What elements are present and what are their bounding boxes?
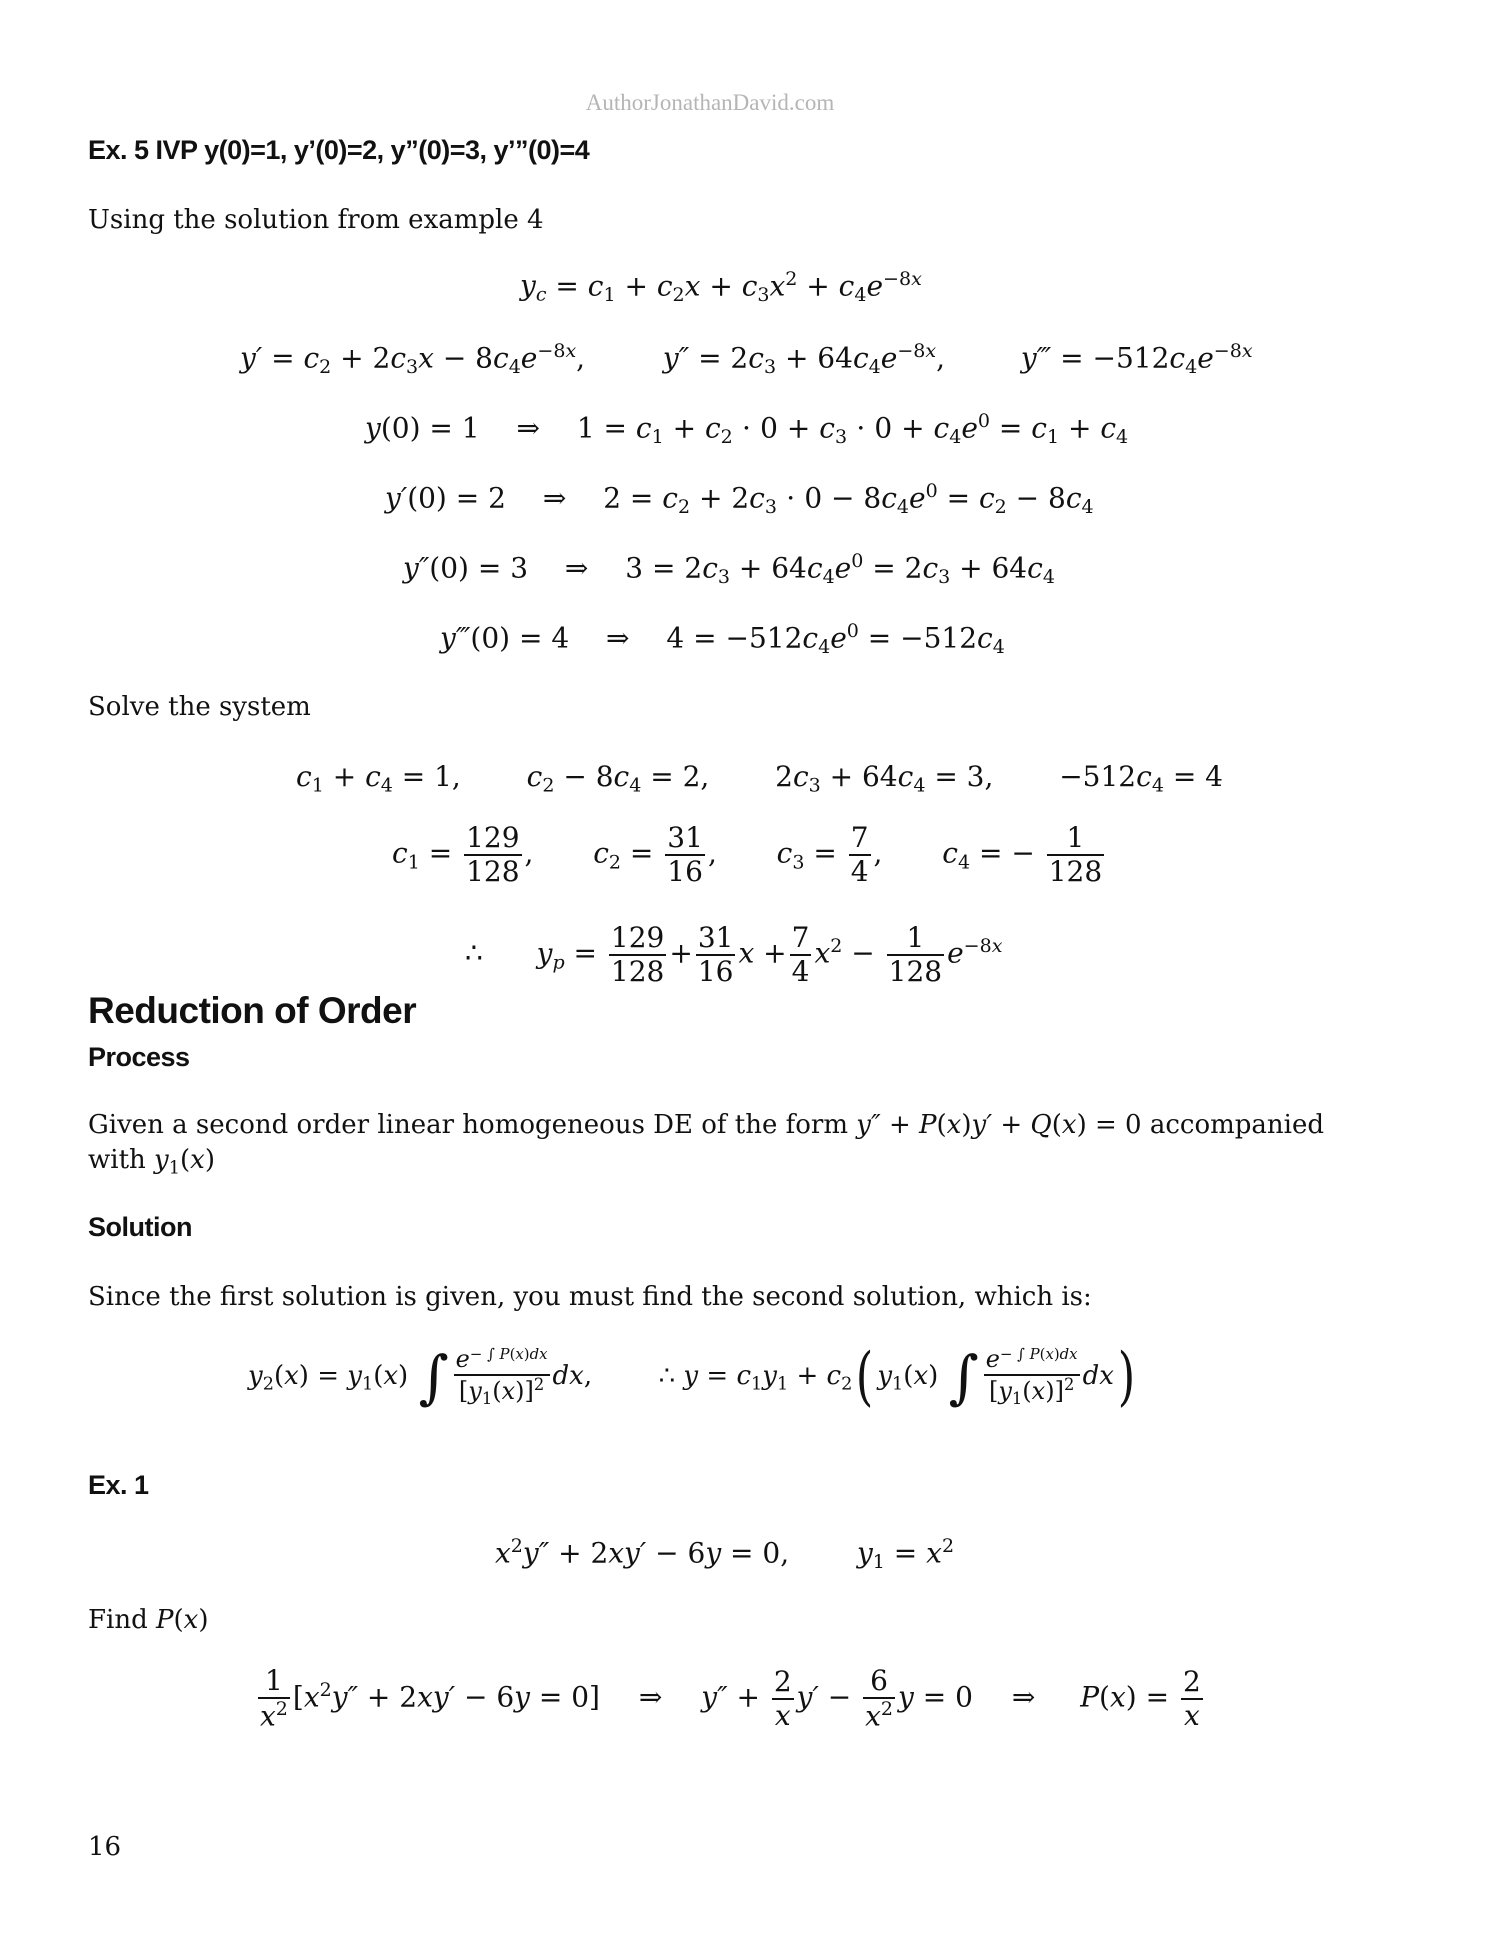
find-p-derivation: $\frac{1}{x^2}$ $[x^2y'' + 2xy' - 6y = 0]$ ⇒ y″ + $\frac{2}{x}$ y′ − $\frac{6}{x^2}$ y = 0 ⇒ P(x) = $\frac{2}{x}$ (260, 1664, 1201, 1733)
condition-y2-equation: y″(0) = 3 ⇒ $3 = 2c_3 + 64c_4e^0 = 2c_3 + 64c_4$ (403, 550, 1055, 589)
general-form-equation: y″ + P(x)y′ + Q(x) = 0 (856, 1110, 1142, 1140)
condition-y1-equation: y′(0) = 2 ⇒ $2 = c_2 + 2c_3 \cdot 0 - 8c_4e^0 = c_2 - 8c_4$ (385, 480, 1094, 519)
given-text-3: with (88, 1145, 146, 1175)
given-text-1: Given a second order linear homogeneous DE of the form (88, 1110, 849, 1140)
condition-y3-equation: y‴(0) = 4 ⇒ $4 = -512c_4e^0 = -512c_4$ (440, 620, 1005, 659)
y1-term: $y_1(x)$ (154, 1145, 215, 1179)
find-label: Find (88, 1605, 148, 1635)
p-of-x-term: P(x) (156, 1605, 209, 1635)
given-paragraph (88, 1110, 1348, 1140)
example-1-equation: $x^2y'' + 2xy' - 6y = 0$, $y_1 = x^2$ (495, 1535, 955, 1574)
page-number: 16 (88, 1832, 122, 1862)
example-5-intro: Using the solution from example 4 (88, 205, 544, 235)
process-heading: Process (88, 1042, 190, 1072)
example-1-heading: Ex. 1 (88, 1470, 149, 1500)
derivatives-equation: $y' = c_2 + 2c_3x - 8c_4e^{-8x}$, $y'' = 2c_3 + 64c_4e^{-8x}$, y‴ = $-512c_4e^{-8x}$ (240, 340, 1253, 379)
given-paragraph-line-2 (88, 1145, 215, 1178)
reduction-of-order-heading: Reduction of Order (88, 990, 417, 1031)
example-5-heading: Ex. 5 IVP y(0)=1, y’(0)=2, y”(0)=3, y’”(0)=4 (88, 135, 590, 165)
complementary-solution-equation: $y_c = c_1 + c_2x + c_3x^2 + c_4e^{-8x}$ (520, 268, 922, 307)
linear-system-equation: $c_1 + c_4 = 1$, $c_2 - 8c_4 = 2$, $2c_3 + 64c_4 = 3$, $-512c_4 = 4$ (296, 760, 1223, 797)
constants-solution-equation: $c_1$ = $\frac{129}{128}$ , $c_2$ = $\frac{31}{16}$ , $c_3$ = $\frac{7}{4}$ , $c_4$ = − $\frac{1}{128}$ (392, 821, 1103, 889)
solution-heading: Solution (88, 1212, 192, 1242)
particular-solution-equation: ∴ $y_p$ = $\frac{129}{128}$ + $\frac{31}{16}$ x + $\frac{7}{4}$ $x^2$ − $\frac{1}{128}$ $e^{-8x}$ (465, 921, 1003, 989)
given-text-2: accompanied (1149, 1110, 1325, 1140)
solve-system-label: Solve the system (88, 692, 311, 722)
second-solution-formula: $y_2(x) = y_1(x)$ ∫ $\frac{e^{- \int P(x)dx}}{[y_1(x)]^2}$ dx, ∴ $y = c_1y_1 + c_2$( $y_1(x)$ ∫ $\frac{e^{- \int P(x)dx}}{[y_1(x)]^2}$ dx) (248, 1340, 1136, 1414)
solution-paragraph: Since the first solution is given, you must find the second solution, which is: (88, 1282, 1092, 1312)
watermark: AuthorJonathanDavid.com (585, 90, 835, 115)
find-p-label (88, 1605, 209, 1635)
condition-y0-equation: y(0) = 1 ⇒ $1 = c_1 + c_2 \cdot 0 + c_3 \cdot 0 + c_4e^0 = c_1 + c_4$ (365, 410, 1129, 449)
